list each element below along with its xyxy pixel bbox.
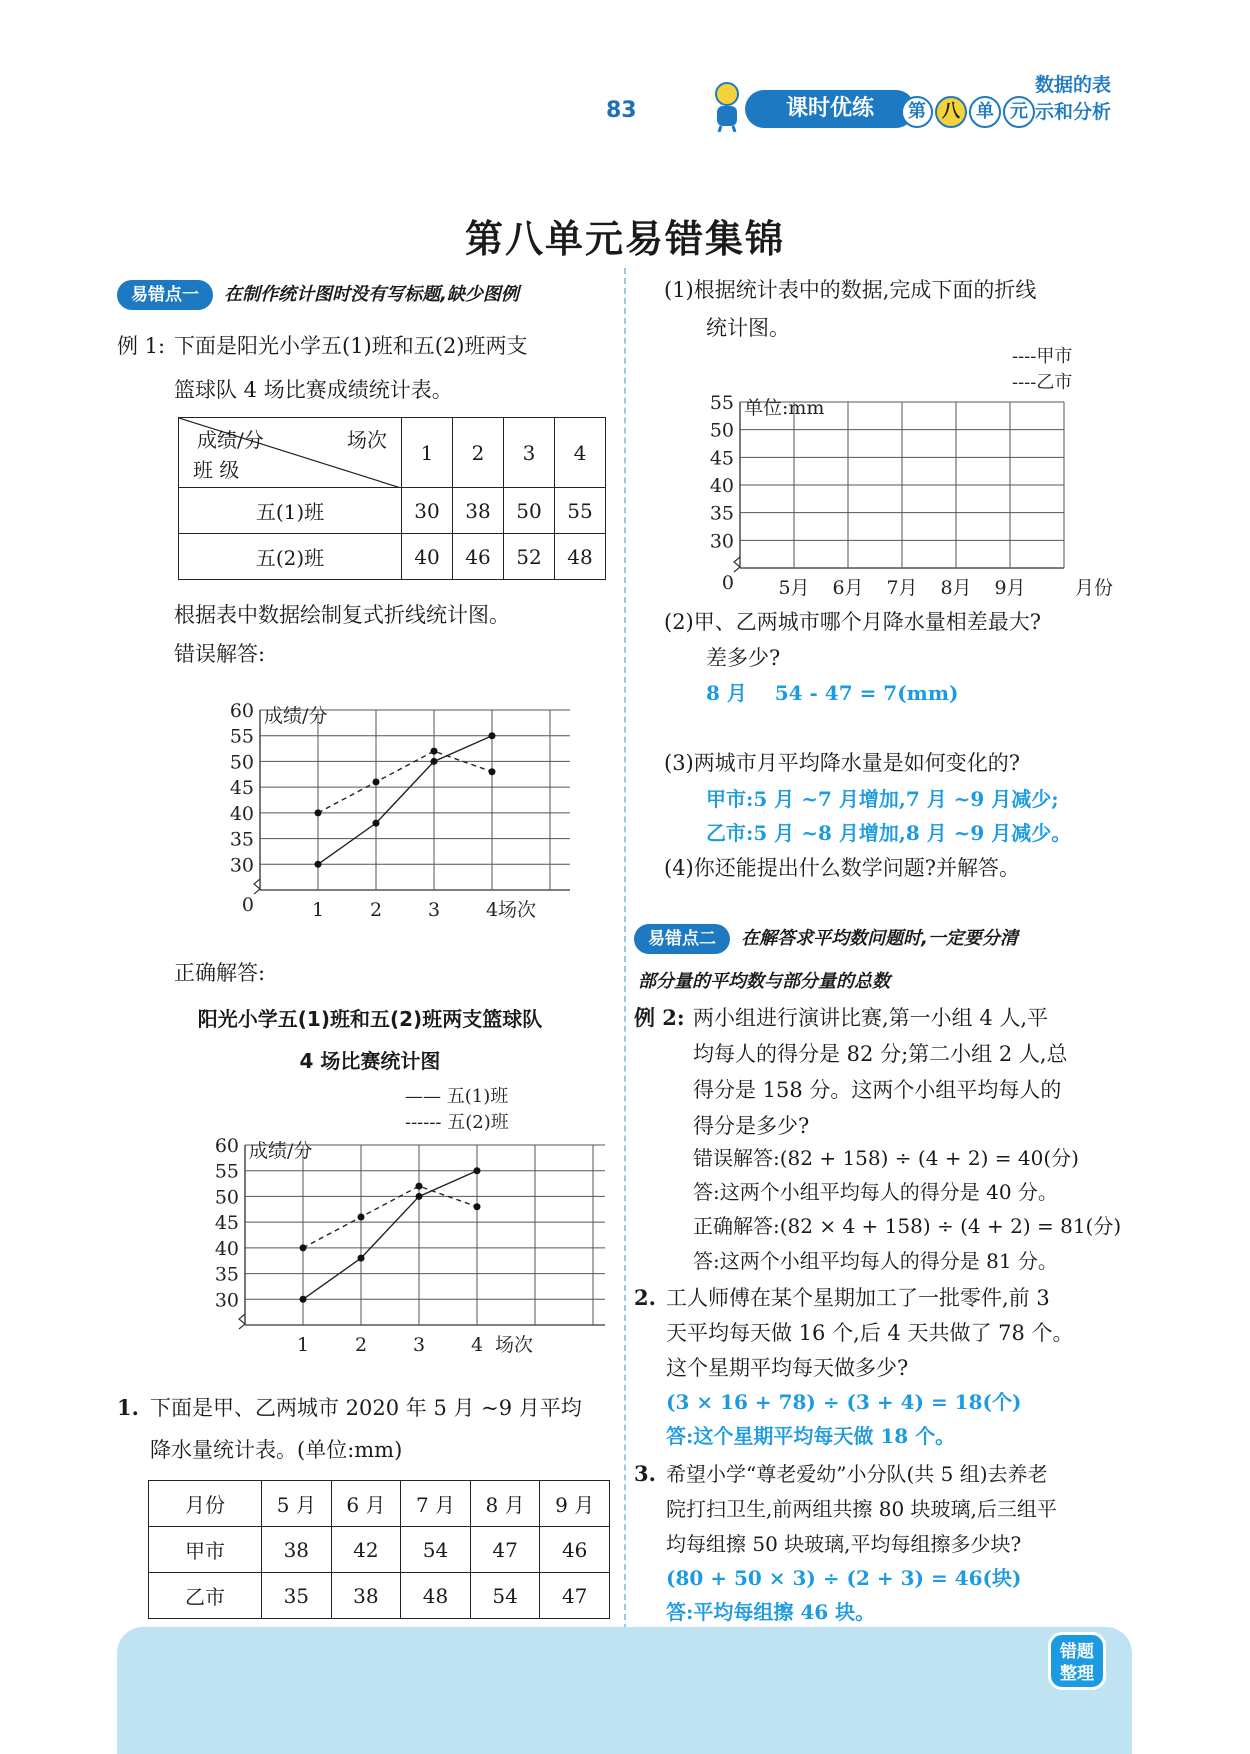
y-tick-label: 0 xyxy=(721,572,734,594)
table-cell: 38 xyxy=(331,1573,401,1619)
legend-entry: ------ 五(2)班 xyxy=(405,1112,509,1133)
table-col-header: 9 月 xyxy=(540,1481,610,1527)
data-point xyxy=(489,732,496,739)
error-point-text: 在制作统计图时没有写标题,缺少图例 xyxy=(224,284,519,305)
header-banner xyxy=(705,72,1135,138)
table-cell: 48 xyxy=(555,534,606,580)
question-2-answer: 答:这个星期平均每天做 18 个。 xyxy=(666,1424,956,1448)
example-2-correct: 正确解答:(82 × 4 + 158) ÷ (4 + 2) = 81(分) xyxy=(693,1214,1122,1238)
rainfall-table xyxy=(148,1480,610,1619)
table-cell: 38 xyxy=(453,488,504,534)
part-3-answer: 甲市:5 月 ~7 月增加,7 月 ~9 月减少; xyxy=(706,787,1059,811)
axis-break xyxy=(734,557,740,572)
y-axis-label: 成绩/分 xyxy=(264,705,328,727)
x-axis-label: 场次 xyxy=(498,899,537,921)
corner-top-right: 场次 xyxy=(347,428,387,452)
table-cell: 46 xyxy=(453,534,504,580)
part-2-line: (2)甲、乙两城市哪个月降水量相差最大? xyxy=(664,610,1042,634)
part-1-line: 统计图。 xyxy=(706,316,790,340)
table-cell: 50 xyxy=(504,488,555,534)
table-col-header: 8 月 xyxy=(470,1481,540,1527)
y-tick-label: 35 xyxy=(214,1263,239,1286)
table-cell: 38 xyxy=(262,1527,332,1573)
unit-char: 八 xyxy=(935,96,967,128)
error-point-tag: 易错点二 xyxy=(634,924,730,954)
error-point-tag: 易错点一 xyxy=(117,280,213,310)
mascot-icon xyxy=(705,80,749,132)
table-corner-header xyxy=(179,418,402,488)
table-col-header: 6 月 xyxy=(331,1481,401,1527)
x-tick-label: 3 xyxy=(427,899,441,921)
y-tick-label: 50 xyxy=(709,419,734,442)
unit-badge xyxy=(901,96,1035,126)
part-3-line: (3)两城市月平均降水量是如何变化的? xyxy=(664,751,1021,775)
unit-char: 元 xyxy=(1003,96,1035,128)
example-2-line: 两小组进行演讲比赛,第一小组 4 人,平 xyxy=(693,1006,1049,1030)
question-1-line: 降水量统计表。(单位:mm) xyxy=(150,1438,403,1462)
part-3-answer: 乙市:5 月 ~8 月增加,8 月 ~9 月减少。 xyxy=(706,821,1072,845)
x-tick-label: 1 xyxy=(311,899,325,921)
y-tick-label: 55 xyxy=(709,392,734,414)
question-2-line: 工人师傅在某个星期加工了一批零件,前 3 xyxy=(666,1286,1050,1310)
example-1-line: 下面是阳光小学五(1)班和五(2)班两支 xyxy=(174,334,528,358)
x-tick-label: 5月 xyxy=(778,577,810,599)
table-cell: 48 xyxy=(401,1573,471,1619)
table-cell: 54 xyxy=(470,1573,540,1619)
table-cell: 35 xyxy=(262,1573,332,1619)
y-axis-label: 单位:mm xyxy=(744,397,825,419)
table-col-header: 5 月 xyxy=(262,1481,332,1527)
y-tick-label: 30 xyxy=(709,530,734,553)
y-tick-label: 40 xyxy=(709,475,734,497)
example-2-correct-answer: 答:这两个小组平均每人的得分是 81 分。 xyxy=(693,1249,1058,1273)
table-row xyxy=(149,1527,610,1573)
data-point xyxy=(315,861,322,868)
table-col-header: 4 xyxy=(555,418,606,488)
data-point xyxy=(315,809,322,816)
y-tick-label: 50 xyxy=(230,751,254,774)
table-row xyxy=(179,488,606,534)
y-tick-label: 35 xyxy=(230,828,254,851)
table-cell: 47 xyxy=(540,1573,610,1619)
row-label: 乙市 xyxy=(149,1573,262,1619)
example-1-line: 篮球队 4 场比赛成绩统计表。 xyxy=(174,378,453,402)
legend-entry: ----甲市 xyxy=(1012,346,1073,367)
y-axis-label: 成绩/分 xyxy=(249,1140,313,1162)
data-point xyxy=(358,1255,365,1262)
x-tick-label: 8月 xyxy=(940,577,972,599)
table-col-header: 3 xyxy=(504,418,555,488)
example-1-label: 例 1: xyxy=(117,334,166,358)
subtitle-line: 数据的表 xyxy=(1035,74,1112,96)
table-cell: 30 xyxy=(402,488,453,534)
series-line xyxy=(318,751,492,813)
data-point xyxy=(489,768,496,775)
y-tick-label: 30 xyxy=(214,1289,239,1312)
wrong-answer-chart xyxy=(230,680,570,950)
series-line xyxy=(303,1171,477,1300)
y-tick-label: 40 xyxy=(214,1237,239,1260)
x-tick-label: 9月 xyxy=(994,577,1026,599)
banner-title: 课时优练 xyxy=(745,90,915,128)
question-3-line: 均每组擦 50 块玻璃,平均每组擦多少块? xyxy=(666,1532,1022,1556)
part-2-answer: 8 月 54 - 47 = 7(mm) xyxy=(706,681,959,705)
corner-bottom-left: 班 级 xyxy=(193,458,240,482)
y-tick-label: 40 xyxy=(230,802,254,825)
question-2-answer: (3 × 16 + 78) ÷ (3 + 4) = 18(个) xyxy=(666,1390,1022,1414)
error-point-text: 在解答求平均数问题时,一定要分清 xyxy=(741,928,1018,949)
x-tick-label: 4 xyxy=(470,1334,484,1356)
rainfall-blank-chart xyxy=(700,340,1130,605)
x-tick-label: 2 xyxy=(369,899,383,921)
notes-area xyxy=(117,1627,1132,1754)
part-4-line: (4)你还能提出什么数学问题?并解答。 xyxy=(664,856,1021,880)
example-2-line: 得分是 158 分。这两个小组平均每人的 xyxy=(693,1078,1062,1102)
x-axis-label: 月份 xyxy=(1075,577,1114,599)
row-label: 五(2)班 xyxy=(179,534,402,580)
question-number: 3. xyxy=(634,1461,656,1486)
question-number: 1. xyxy=(117,1395,139,1420)
x-tick-label: 3 xyxy=(412,1334,426,1356)
table-cell: 54 xyxy=(401,1527,471,1573)
data-point xyxy=(474,1167,481,1174)
y-tick-label: 50 xyxy=(214,1186,239,1209)
y-tick-label: 30 xyxy=(230,854,254,877)
table-cell: 55 xyxy=(555,488,606,534)
example-2-wrong-answer: 答:这两个小组平均每人的得分是 40 分。 xyxy=(693,1180,1058,1204)
question-2-line: 天平均每天做 16 个,后 4 天共做了 78 个。 xyxy=(666,1321,1074,1345)
y-tick-label: 60 xyxy=(214,1135,239,1157)
page-number: 83 xyxy=(606,98,637,123)
y-tick-label: 45 xyxy=(214,1212,239,1235)
x-axis-label: 场次 xyxy=(495,1334,534,1356)
part-1-line: (1)根据统计表中的数据,完成下面的折线 xyxy=(664,278,1037,302)
unit-char: 第 xyxy=(901,96,933,128)
table-col-header: 2 xyxy=(453,418,504,488)
table-col-header: 1 xyxy=(402,418,453,488)
column-divider xyxy=(624,268,626,1630)
question-number: 2. xyxy=(634,1285,656,1310)
y-tick-label: 45 xyxy=(709,447,734,470)
table-row xyxy=(149,1573,610,1619)
question-2-line: 这个星期平均每天做多少? xyxy=(666,1356,909,1380)
x-tick-label: 4 xyxy=(485,899,499,921)
x-tick-label: 6月 xyxy=(832,577,864,599)
axis-break xyxy=(254,879,260,894)
legend-entry: ----乙市 xyxy=(1012,372,1073,393)
page-title: 第八单元易错集锦 xyxy=(464,216,785,261)
error-point-1 xyxy=(117,280,617,310)
question-1-line: 下面是甲、乙两城市 2020 年 5 月 ~9 月平均 xyxy=(150,1396,582,1420)
table-cell: 40 xyxy=(402,534,453,580)
y-tick-label: 45 xyxy=(230,777,254,800)
subtitle-line: 示和分析 xyxy=(1035,101,1112,123)
part-2-line: 差多少? xyxy=(706,646,781,670)
row-label: 甲市 xyxy=(149,1527,262,1573)
example-2-line: 得分是多少? xyxy=(693,1114,810,1138)
legend-entry: —— 五(1)班 xyxy=(405,1086,509,1107)
example-2-label: 例 2: xyxy=(634,1005,685,1030)
badge-line: 错题 xyxy=(1060,1642,1094,1662)
correct-answer-chart xyxy=(205,1080,605,1380)
row-label: 五(1)班 xyxy=(179,488,402,534)
corner-top-left: 成绩/分 xyxy=(197,428,264,452)
question-3-line: 希望小学“尊老爱幼”小分队(共 5 组)去养老 xyxy=(666,1462,1048,1486)
y-tick-label: 55 xyxy=(230,725,254,748)
data-point xyxy=(373,779,380,786)
y-tick-label: 55 xyxy=(214,1160,239,1183)
data-point xyxy=(300,1296,307,1303)
y-tick-label: 35 xyxy=(709,502,734,525)
y-tick-label: 0 xyxy=(241,894,254,916)
question-3-answer: (80 + 50 × 3) ÷ (2 + 3) = 46(块) xyxy=(666,1566,1022,1590)
series-line xyxy=(318,736,492,865)
data-point xyxy=(431,748,438,755)
data-point xyxy=(416,1183,423,1190)
example-2-wrong: 错误解答:(82 + 158) ÷ (4 + 2) = 40(分) xyxy=(693,1146,1079,1170)
error-point-text: 部分量的平均数与部分量的总数 xyxy=(638,971,890,992)
series-line xyxy=(303,1186,477,1248)
y-tick-label: 60 xyxy=(230,700,254,722)
instruction-text: 根据表中数据绘制复式折线统计图。 xyxy=(174,603,510,627)
chart-title-line: 4 场比赛统计图 xyxy=(299,1049,441,1073)
data-point xyxy=(358,1214,365,1221)
table-col-header: 7 月 xyxy=(401,1481,471,1527)
wrong-answer-label: 错误解答: xyxy=(174,642,266,666)
table-col-header: 月份 xyxy=(149,1481,262,1527)
correct-answer-label: 正确解答: xyxy=(174,961,266,985)
data-point xyxy=(474,1203,481,1210)
x-tick-label: 2 xyxy=(354,1334,368,1356)
data-point xyxy=(416,1193,423,1200)
x-tick-label: 7月 xyxy=(886,577,918,599)
question-3-line: 院打扫卫生,前两组共擦 80 块玻璃,后三组平 xyxy=(666,1497,1057,1521)
axis-break xyxy=(239,1314,245,1329)
table-cell: 42 xyxy=(331,1527,401,1573)
data-point xyxy=(373,820,380,827)
error-review-badge xyxy=(1048,1632,1106,1690)
unit-subtitle xyxy=(1035,72,1135,126)
x-tick-label: 1 xyxy=(296,1334,310,1356)
scores-table xyxy=(178,417,606,580)
data-point xyxy=(300,1244,307,1251)
example-2-line: 均每人的得分是 82 分;第二小组 2 人,总 xyxy=(693,1042,1068,1066)
chart-title-line: 阳光小学五(1)班和五(2)班两支篮球队 xyxy=(197,1007,543,1031)
table-cell: 46 xyxy=(540,1527,610,1573)
table-cell: 52 xyxy=(504,534,555,580)
question-3-answer: 答:平均每组擦 46 块。 xyxy=(666,1600,876,1624)
unit-char: 单 xyxy=(969,96,1001,128)
badge-line: 整理 xyxy=(1060,1664,1094,1684)
table-cell: 47 xyxy=(470,1527,540,1573)
table-row xyxy=(179,534,606,580)
error-point-2 xyxy=(634,924,1134,954)
data-point xyxy=(431,758,438,765)
